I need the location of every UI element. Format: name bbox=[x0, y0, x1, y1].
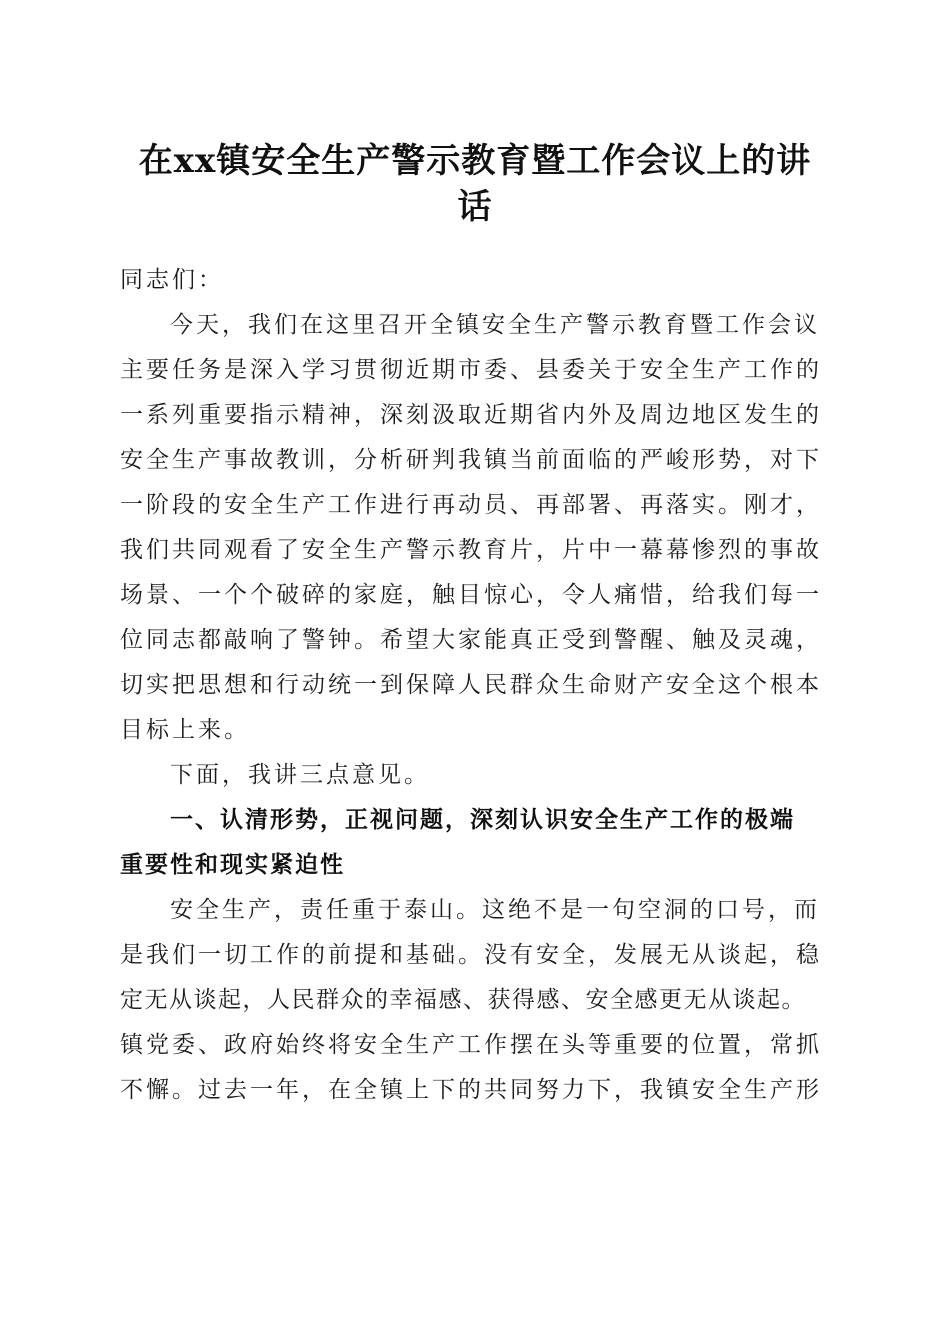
section-heading-line: 重要性和现实紧迫性 bbox=[120, 852, 345, 878]
paragraph-line: 场景、一个个破碎的家庭，触目惊心，令人痛惜，给我们每一 bbox=[120, 582, 822, 608]
paragraph-line: 不懈。过去一年，在全镇上下的共同努力下，我镇安全生产形 bbox=[120, 1077, 822, 1103]
paragraph-line: 一阶段的安全生产工作进行再动员、再部署、再落实。刚才， bbox=[120, 492, 822, 518]
paragraph-line: 安全生产，责任重于泰山。这绝不是一句空洞的口号，而 bbox=[170, 897, 820, 923]
section-heading-line: 一、认清形势，正视问题，深刻认识安全生产工作的极端 bbox=[170, 807, 795, 833]
paragraph-line: 镇党委、政府始终将安全生产工作摆在头等重要的位置，常抓 bbox=[120, 1032, 822, 1058]
paragraph-line: 一系列重要指示精神，深刻汲取近期省内外及周边地区发生的 bbox=[120, 402, 822, 428]
paragraph-line: 切实把思想和行动统一到保障人民群众生命财产安全这个根本 bbox=[120, 672, 822, 698]
paragraph-line: 位同志都敲响了警钟。希望大家能真正受到警醒、触及灵魂， bbox=[120, 627, 822, 653]
document-title bbox=[110, 138, 840, 230]
paragraph-line: 目标上来。 bbox=[120, 717, 250, 743]
section-heading-1 bbox=[120, 798, 832, 888]
salutation: 同志们： bbox=[120, 267, 224, 293]
paragraph-line: 定无从谈起，人民群众的幸福感、获得感、安全感更无从谈起。 bbox=[120, 987, 806, 1013]
paragraph-line: 我们共同观看了安全生产警示教育片，片中一幕幕惨烈的事故 bbox=[120, 537, 822, 563]
paragraph-opening bbox=[120, 303, 832, 753]
paragraph-line: 主要任务是深入学习贯彻近期市委、县委关于安全生产工作的 bbox=[120, 357, 822, 383]
document-body bbox=[120, 258, 832, 1113]
paragraph-line: 安全生产事故教训，分析研判我镇当前面临的严峻形势，对下 bbox=[120, 447, 822, 473]
paragraph-line: 是我们一切工作的前提和基础。没有安全，发展无从谈起，稳 bbox=[120, 942, 822, 968]
title-line-1: 在xx镇安全生产警示教育暨工作会议上的讲 bbox=[138, 141, 812, 181]
paragraph-section-1 bbox=[120, 888, 832, 1113]
title-line-2: 话 bbox=[457, 187, 493, 227]
paragraph-intro-points: 下面，我讲三点意见。 bbox=[170, 762, 430, 788]
paragraph-line: 今天，我们在这里召开全镇安全生产警示教育暨工作会议 bbox=[170, 312, 820, 338]
